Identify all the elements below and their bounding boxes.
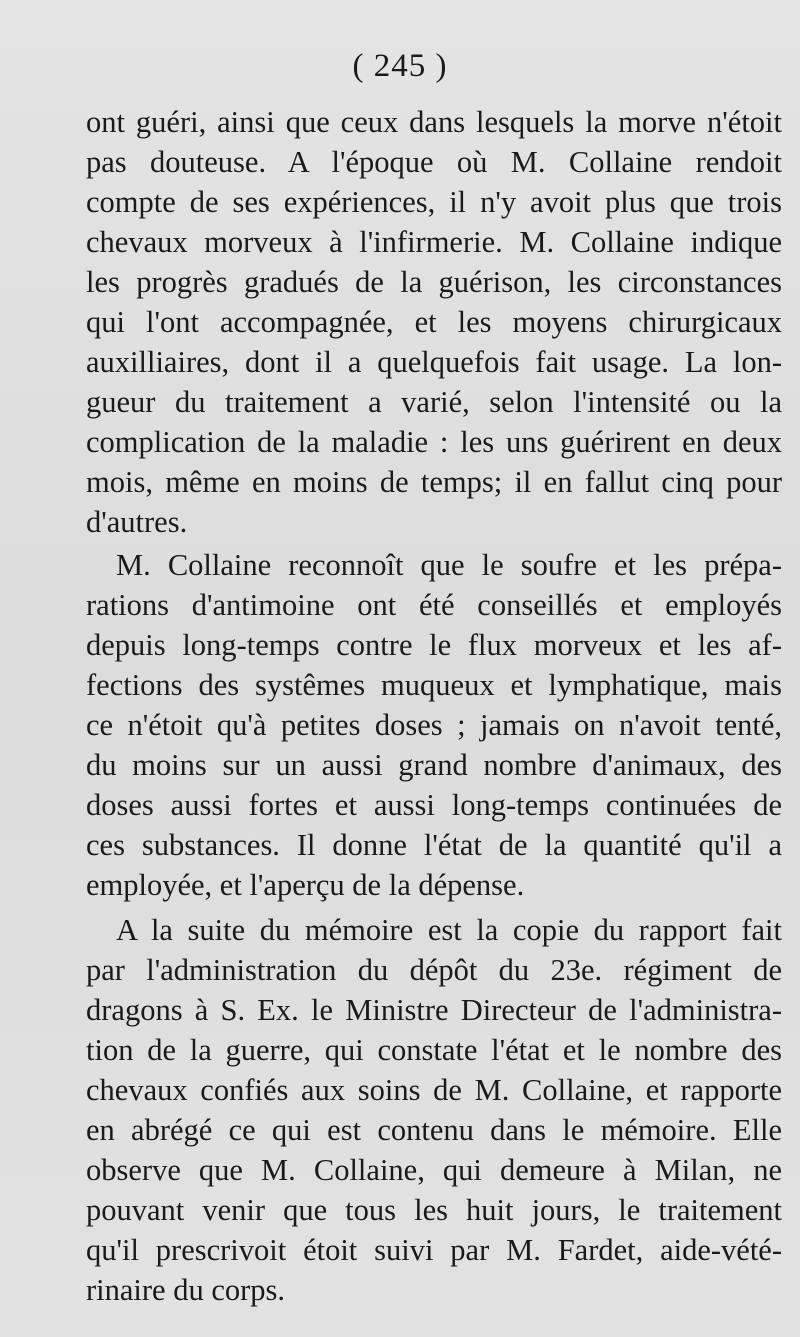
text-line: employée, et l'aperçu de la dépense. [86, 868, 525, 902]
text-line: chevaux morveux à l'infirmerie. M. Collaine indique [86, 225, 782, 259]
text-line: pouvant venir que tous les huit jours, le traitement [86, 1193, 782, 1227]
text-line: par l'administration du dépôt du 23e. régiment de [86, 953, 782, 987]
text-line: ce n'étoit qu'à petites doses ; jamais on n'avoit tenté, [86, 708, 782, 742]
text-line: tion de la guerre, qui constate l'état et le nombre des [86, 1033, 782, 1067]
text-line: dragons à S. Ex. le Ministre Directeur de l'administra- [86, 993, 782, 1027]
text-line: observe que M. Collaine, qui demeure à Milan, ne [86, 1153, 782, 1187]
text-line: d'autres. [86, 505, 188, 539]
text-line: ont guéri, ainsi que ceux dans lesquels la morve n'étoit [86, 105, 782, 139]
text-line: rinaire du corps. [86, 1273, 286, 1307]
text-line: qu'il prescrivoit étoit suivi par M. Fardet, aide-vété- [86, 1233, 782, 1267]
page-number: ( 245 ) [352, 48, 448, 84]
text-line: ces substances. Il donne l'état de la quantité qu'il a [86, 828, 782, 862]
text-line: M. Collaine reconnoît que le soufre et les prépa- [116, 548, 782, 582]
text-line: auxilliaires, dont il a quelquefois fait usage. La lon- [86, 345, 782, 379]
text-line: chevaux confiés aux soins de M. Collaine, et rapporte [86, 1073, 782, 1107]
text-line: en abrégé ce qui est contenu dans le mémoire. Elle [86, 1113, 782, 1147]
text-line: compte de ses expériences, il n'y avoit plus que trois [86, 185, 782, 219]
text-line: mois, même en moins de temps; il en fallut cinq pour [86, 465, 782, 499]
text-line: gueur du traitement a varié, selon l'intensité ou la [86, 385, 782, 419]
text-line: complication de la maladie : les uns guérirent en deux [86, 425, 782, 459]
text-line: qui l'ont accompagnée, et les moyens chirurgicaux [86, 305, 782, 339]
text-line: pas douteuse. A l'époque où M. Collaine rendoit [86, 145, 782, 179]
text-line: depuis long-temps contre le flux morveux et les af- [86, 628, 782, 662]
text-line: doses aussi fortes et aussi long-temps continuées de [86, 788, 782, 822]
text-line: les progrès gradués de la guérison, les circonstances [86, 265, 782, 299]
text-line: A la suite du mémoire est la copie du rapport fait [116, 913, 782, 947]
text-line: rations d'antimoine ont été conseillés et employés [86, 588, 782, 622]
text-line: fections des systêmes muqueux et lymphatique, mais [86, 668, 782, 702]
text-line: du moins sur un aussi grand nombre d'animaux, des [86, 748, 782, 782]
